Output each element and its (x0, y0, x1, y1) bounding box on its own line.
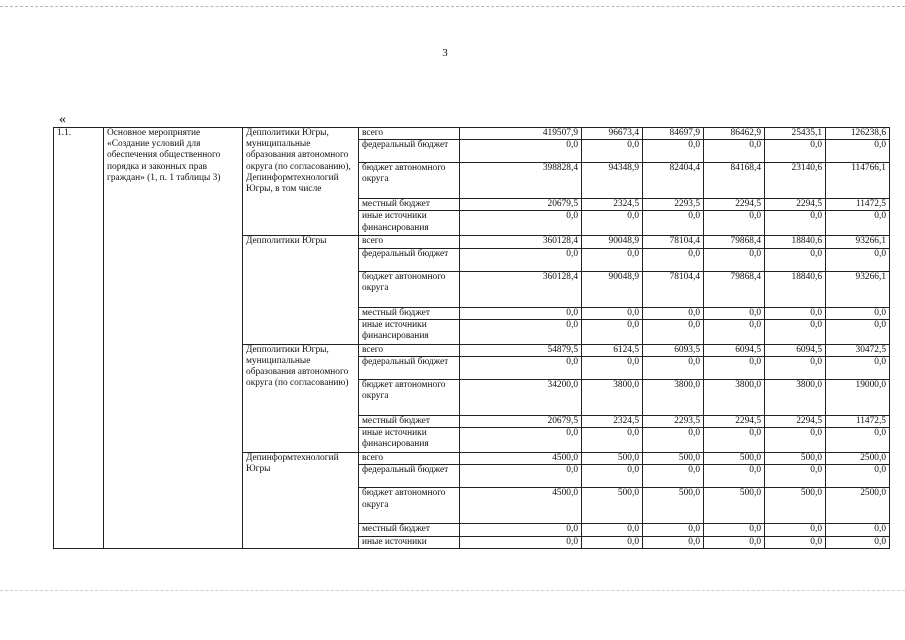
amount-cell: 30472,5 (826, 344, 890, 356)
funding-source-cell: местный бюджет (359, 199, 460, 211)
amount-cell: 2324,5 (582, 199, 643, 211)
amount-cell: 6094,5 (704, 344, 765, 356)
amount-cell: 23140,6 (765, 163, 826, 199)
amount-cell: 0,0 (704, 319, 765, 344)
activity-name-cell: Основное мероприятие «Создание условий для обеспечения общественного порядка и законных прав граждан» (1, п. 1 таблицы 3) (104, 128, 243, 549)
amount-cell: 0,0 (765, 524, 826, 536)
amount-cell: 0,0 (704, 465, 765, 488)
amount-cell: 0,0 (765, 307, 826, 319)
amount-cell: 0,0 (704, 140, 765, 163)
amount-cell: 500,0 (704, 453, 765, 465)
funding-source-cell: бюджет автономного округа (359, 271, 460, 307)
amount-cell: 3800,0 (643, 380, 704, 416)
amount-cell: 0,0 (765, 465, 826, 488)
amount-cell: 2500,0 (826, 488, 890, 524)
amount-cell: 3800,0 (704, 380, 765, 416)
funding-source-cell: иные источники (359, 536, 460, 548)
amount-cell: 90048,9 (582, 271, 643, 307)
amount-cell: 0,0 (582, 319, 643, 344)
amount-cell: 0,0 (704, 248, 765, 271)
row-number-cell: 1.1. (54, 128, 104, 549)
amount-cell: 500,0 (704, 488, 765, 524)
amount-cell: 18840,6 (765, 271, 826, 307)
amount-cell: 90048,9 (582, 236, 643, 248)
amount-cell: 11472,5 (826, 199, 890, 211)
amount-cell: 0,0 (643, 211, 704, 236)
amount-cell: 0,0 (765, 140, 826, 163)
amount-cell: 500,0 (582, 488, 643, 524)
opening-quote-mark: « (59, 112, 66, 127)
executor-cell: Депинформтехнологий Югры (243, 453, 359, 549)
amount-cell: 3800,0 (582, 380, 643, 416)
funding-source-cell: всего (359, 128, 460, 140)
amount-cell: 82404,4 (643, 163, 704, 199)
amount-cell: 500,0 (643, 488, 704, 524)
amount-cell: 11472,5 (826, 416, 890, 428)
amount-cell: 2294,5 (704, 416, 765, 428)
amount-cell: 19000,0 (826, 380, 890, 416)
funding-source-cell: всего (359, 344, 460, 356)
amount-cell: 79868,4 (704, 236, 765, 248)
amount-cell: 398828,4 (460, 163, 582, 199)
amount-cell: 500,0 (582, 453, 643, 465)
amount-cell: 0,0 (826, 248, 890, 271)
amount-cell: 0,0 (643, 428, 704, 453)
amount-cell: 4500,0 (460, 488, 582, 524)
amount-cell: 0,0 (643, 465, 704, 488)
amount-cell: 0,0 (460, 536, 582, 548)
funding-source-cell: местный бюджет (359, 416, 460, 428)
amount-cell: 0,0 (582, 140, 643, 163)
amount-cell: 0,0 (765, 319, 826, 344)
amount-cell: 0,0 (643, 319, 704, 344)
amount-cell: 0,0 (704, 357, 765, 380)
budget-table-body (54, 128, 890, 549)
amount-cell: 0,0 (826, 536, 890, 548)
executor-cell: Депполитики Югры, муниципальные образования автономного округа (по согласованию), Депинформтехнологий Югры, в том числе (243, 128, 359, 236)
amount-cell: 0,0 (460, 319, 582, 344)
amount-cell: 2294,5 (765, 416, 826, 428)
amount-cell: 0,0 (643, 357, 704, 380)
amount-cell: 0,0 (582, 307, 643, 319)
amount-cell: 0,0 (826, 465, 890, 488)
amount-cell: 6124,5 (582, 344, 643, 356)
amount-cell: 0,0 (582, 536, 643, 548)
amount-cell: 114766,1 (826, 163, 890, 199)
funding-source-cell: бюджет автономного округа (359, 163, 460, 199)
amount-cell: 0,0 (765, 428, 826, 453)
funding-source-cell: бюджет автономного округа (359, 488, 460, 524)
amount-cell: 500,0 (765, 453, 826, 465)
amount-cell: 4500,0 (460, 453, 582, 465)
amount-cell: 25435,1 (765, 128, 826, 140)
amount-cell: 2294,5 (765, 199, 826, 211)
amount-cell: 0,0 (460, 428, 582, 453)
funding-source-cell: федеральный бюджет (359, 248, 460, 271)
amount-cell: 0,0 (704, 211, 765, 236)
amount-cell: 0,0 (582, 248, 643, 271)
amount-cell: 0,0 (460, 307, 582, 319)
funding-source-cell: федеральный бюджет (359, 357, 460, 380)
amount-cell: 0,0 (765, 211, 826, 236)
amount-cell: 0,0 (704, 536, 765, 548)
amount-cell: 0,0 (643, 307, 704, 319)
amount-cell: 2294,5 (704, 199, 765, 211)
amount-cell: 0,0 (460, 248, 582, 271)
table-row (54, 128, 890, 140)
amount-cell: 2293,5 (643, 416, 704, 428)
amount-cell: 0,0 (643, 524, 704, 536)
amount-cell: 78104,4 (643, 236, 704, 248)
amount-cell: 34200,0 (460, 380, 582, 416)
executor-cell: Депполитики Югры, муниципальные образования автономного округа (по согласованию) (243, 344, 359, 452)
amount-cell: 0,0 (704, 524, 765, 536)
amount-cell: 126238,6 (826, 128, 890, 140)
amount-cell: 0,0 (643, 140, 704, 163)
funding-source-cell: местный бюджет (359, 524, 460, 536)
amount-cell: 93266,1 (826, 271, 890, 307)
amount-cell: 96673,4 (582, 128, 643, 140)
amount-cell: 0,0 (826, 357, 890, 380)
amount-cell: 0,0 (826, 211, 890, 236)
amount-cell: 0,0 (826, 319, 890, 344)
page-number: 3 (442, 47, 448, 59)
funding-source-cell: иные источники финансирования (359, 211, 460, 236)
scan-edge-bottom (0, 590, 905, 591)
amount-cell: 2293,5 (643, 199, 704, 211)
amount-cell: 500,0 (643, 453, 704, 465)
funding-source-cell: иные источники финансирования (359, 428, 460, 453)
funding-source-cell: иные источники финансирования (359, 319, 460, 344)
amount-cell: 419507,9 (460, 128, 582, 140)
amount-cell: 0,0 (460, 465, 582, 488)
amount-cell: 0,0 (582, 428, 643, 453)
amount-cell: 0,0 (704, 307, 765, 319)
amount-cell: 0,0 (826, 140, 890, 163)
amount-cell: 0,0 (765, 248, 826, 271)
amount-cell: 79868,4 (704, 271, 765, 307)
amount-cell: 3800,0 (765, 380, 826, 416)
funding-source-cell: бюджет автономного округа (359, 380, 460, 416)
amount-cell: 0,0 (826, 428, 890, 453)
amount-cell: 54879,5 (460, 344, 582, 356)
amount-cell: 0,0 (460, 524, 582, 536)
amount-cell: 6093,5 (643, 344, 704, 356)
budget-table (53, 127, 890, 549)
amount-cell: 0,0 (460, 357, 582, 380)
amount-cell: 94348,9 (582, 163, 643, 199)
executor-cell: Депполитики Югры (243, 236, 359, 344)
scan-edge-top (0, 6, 905, 7)
amount-cell: 84697,9 (643, 128, 704, 140)
amount-cell: 20679,5 (460, 199, 582, 211)
funding-source-cell: федеральный бюджет (359, 140, 460, 163)
amount-cell: 0,0 (460, 140, 582, 163)
funding-source-cell: всего (359, 236, 460, 248)
amount-cell: 2500,0 (826, 453, 890, 465)
amount-cell: 93266,1 (826, 236, 890, 248)
amount-cell: 86462,9 (704, 128, 765, 140)
amount-cell: 0,0 (582, 357, 643, 380)
amount-cell: 500,0 (765, 488, 826, 524)
amount-cell: 0,0 (826, 524, 890, 536)
amount-cell: 0,0 (704, 428, 765, 453)
amount-cell: 84168,4 (704, 163, 765, 199)
amount-cell: 0,0 (826, 307, 890, 319)
amount-cell: 20679,5 (460, 416, 582, 428)
amount-cell: 0,0 (460, 211, 582, 236)
funding-source-cell: федеральный бюджет (359, 465, 460, 488)
funding-source-cell: всего (359, 453, 460, 465)
amount-cell: 6094,5 (765, 344, 826, 356)
funding-source-cell: местный бюджет (359, 307, 460, 319)
amount-cell: 0,0 (582, 211, 643, 236)
amount-cell: 0,0 (582, 524, 643, 536)
amount-cell: 78104,4 (643, 271, 704, 307)
amount-cell: 0,0 (643, 536, 704, 548)
amount-cell: 2324,5 (582, 416, 643, 428)
amount-cell: 0,0 (582, 465, 643, 488)
amount-cell: 0,0 (765, 357, 826, 380)
amount-cell: 18840,6 (765, 236, 826, 248)
amount-cell: 360128,4 (460, 271, 582, 307)
amount-cell: 0,0 (643, 248, 704, 271)
amount-cell: 360128,4 (460, 236, 582, 248)
amount-cell: 0,0 (765, 536, 826, 548)
